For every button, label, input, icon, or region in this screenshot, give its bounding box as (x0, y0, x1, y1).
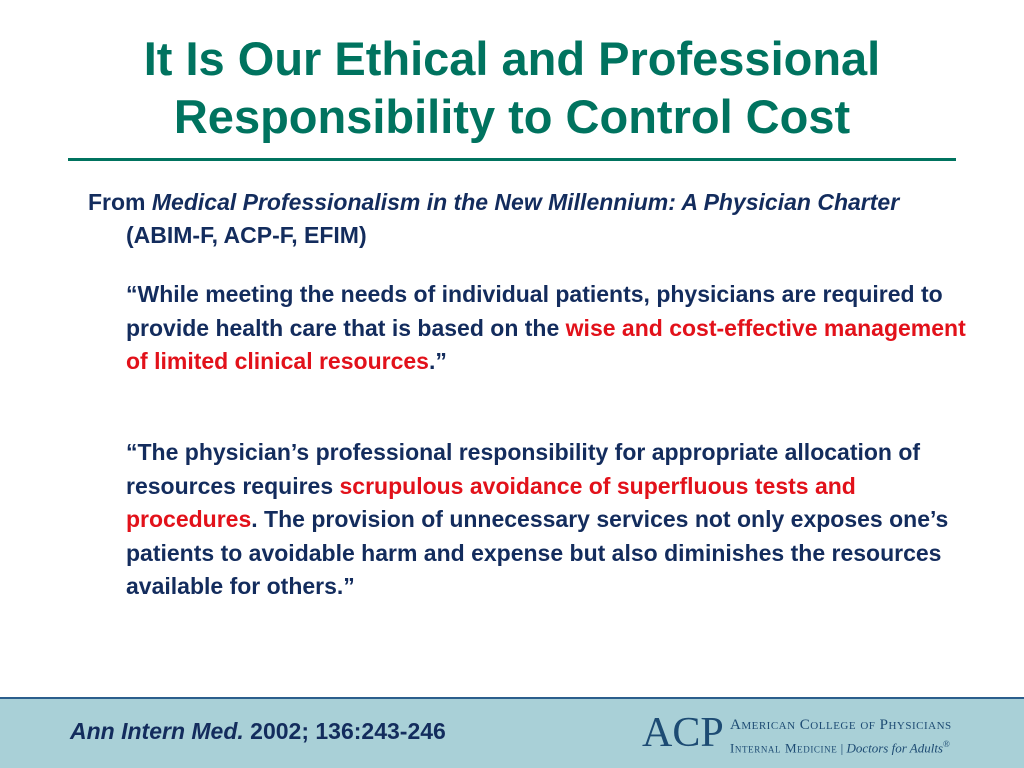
logo-tagline-separator: | (837, 740, 847, 756)
citation-journal: Ann Intern Med. (70, 718, 244, 744)
acp-logo (642, 711, 992, 757)
footer-bar (0, 697, 1024, 768)
quote-1-text-after: .” (428, 348, 447, 374)
logo-organization-name: American College of Physicians (730, 717, 952, 733)
quote-2 (126, 436, 966, 604)
source-reference (88, 186, 968, 252)
logo-acronym: ACP (642, 710, 724, 756)
citation-details: 2002; 136:243-246 (243, 718, 446, 744)
source-prefix: From (88, 189, 152, 215)
registered-mark: ® (943, 739, 950, 749)
slide-title-line-2: Responsibility to Control Cost (173, 90, 851, 143)
quote-1-highlight: wise and cost-effective management of limited clinical resources (126, 314, 966, 374)
logo-tagline (730, 736, 950, 756)
quote-1 (126, 278, 966, 379)
quote-2-text-before: “The physician’s professional responsibility for appropriate allocation of resources requires (126, 439, 921, 499)
source-suffix: (ABIM-F, ACP-F, EFIM) (126, 222, 367, 248)
quote-2-text-after: . The provision of unnecessary services not only exposes one’s patients to avoidable harm and expense but also diminishes the resources available for others.” (126, 506, 949, 599)
source-work-title: Medical Professionalism in the New Millennium: A Physician Charter (151, 189, 900, 215)
quote-2-highlight: scrupulous avoidance of superfluous tests and procedures (126, 472, 856, 532)
quote-1-text-before: “While meeting the needs of individual patients, physicians are required to provide health care that is based on the (126, 281, 943, 341)
logo-tagline-left: Internal Medicine (730, 740, 838, 756)
slide-title-line-1: It Is Our Ethical and Professional (143, 32, 881, 85)
slide-title (40, 30, 984, 146)
title-divider (68, 158, 956, 161)
footer-citation (70, 716, 446, 746)
logo-tagline-right: Doctors for Adults (846, 740, 943, 756)
